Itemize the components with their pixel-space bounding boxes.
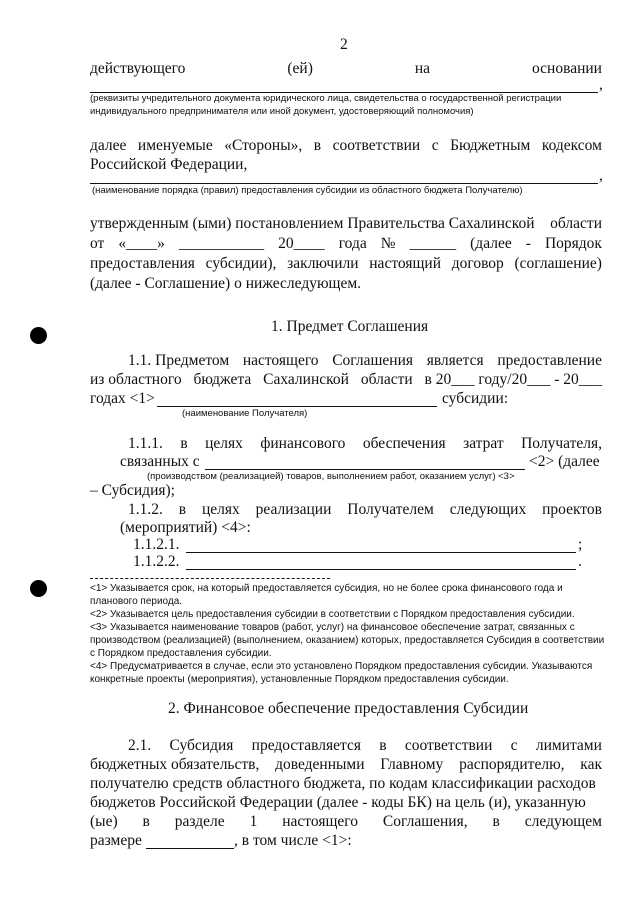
- clause-1-1-1-line-1: [128, 435, 602, 453]
- word: Главному: [380, 756, 444, 773]
- word: 1.1.2.: [128, 501, 163, 518]
- word: как: [580, 756, 602, 773]
- parties-line-1: [90, 137, 602, 155]
- clause-1-1-2-line-2: (мероприятий) <4>:: [120, 519, 251, 536]
- clause-2-1-line-5: [90, 813, 602, 831]
- word: года: [338, 235, 367, 252]
- word: обеспечения: [362, 435, 446, 452]
- footnote-4-cont: конкретные проекты (мероприятия), установленные Порядком предоставления субсидии.: [90, 674, 509, 685]
- recipient-blank-line[interactable]: [157, 406, 437, 407]
- word: области: [550, 215, 602, 232]
- word: Получателя,: [521, 435, 602, 452]
- clause-2-1-line-4: бюджетов Российской Федерации (далее - коды БК) на цель (и), указанную: [90, 794, 586, 811]
- word: 20____: [278, 235, 325, 252]
- clause-1-1-1-subsidy: – Субсидия);: [90, 482, 175, 499]
- line-end-comma: ,: [599, 167, 603, 184]
- goods-blank-line[interactable]: [205, 469, 525, 470]
- procedure-blank-line[interactable]: [90, 183, 598, 184]
- word: области: [360, 371, 413, 388]
- project-2-blank-line[interactable]: [186, 569, 576, 570]
- footnote-1: <1> Указывается срок, на который предоставляется субсидия, но не более срока финансового года и: [90, 583, 563, 594]
- word: «Стороны»,: [224, 137, 303, 154]
- word: -: [525, 235, 531, 252]
- word: затрат: [463, 435, 504, 452]
- word: кодексом: [541, 137, 602, 154]
- word: доведенными: [275, 756, 365, 773]
- word: субсидии),: [205, 255, 277, 272]
- line-end-comma: ,: [599, 76, 603, 93]
- item-1-1-2-2-end: .: [578, 553, 582, 570]
- word: в: [178, 501, 187, 518]
- word: (ей): [287, 60, 313, 77]
- requisites-note: индивидуального предпринимателя или иной документ, удостоверяющий полномочия): [90, 106, 474, 117]
- word: (ые): [90, 813, 118, 830]
- word: ___________: [178, 235, 265, 252]
- item-1-1-2-1-end: ;: [578, 536, 583, 553]
- word: №: [380, 235, 396, 252]
- word: бюджета: [193, 371, 252, 388]
- clause-1-1-line-1: [128, 352, 602, 370]
- word: соответствии: [332, 137, 421, 154]
- goods-note: (производством (реализацией) товаров, выполнением работ, оказанием услуг) <3>: [147, 471, 515, 482]
- footnote-2: <2> Указывается цель предоставления субсидии в соответствии с Порядком предоставления субсидии.: [90, 609, 575, 620]
- text: утвержденным (ыми) постановлением Правительства Сахалинской: [90, 215, 535, 232]
- parties-line-2: Российской Федерации,: [90, 156, 248, 173]
- word: Порядок: [544, 235, 602, 252]
- word: (далее: [470, 235, 512, 252]
- word: проектов: [542, 501, 602, 518]
- word: «____»: [118, 235, 165, 252]
- word: Бюджетным: [450, 137, 531, 154]
- intro-line-1: [90, 60, 602, 78]
- section-2-heading: 2. Финансовое обеспечение предоставления Субсидии: [168, 700, 529, 717]
- punch-hole-bottom: [30, 580, 47, 597]
- footnote-1-cont: планового периода.: [90, 596, 183, 607]
- word: Сахалинской: [263, 371, 349, 388]
- word: бюджетных обязательств,: [90, 756, 260, 773]
- word: с: [510, 737, 518, 754]
- word: соответствии: [404, 737, 493, 754]
- section-1-heading: 1. Предмет Соглашения: [271, 318, 429, 335]
- recipient-note: (наименование Получателя): [182, 408, 308, 419]
- word: именуемые: [137, 137, 213, 154]
- word: с: [431, 137, 439, 154]
- amount-blank-line[interactable]: [146, 848, 234, 849]
- word: (соглашение): [514, 255, 602, 272]
- clause-1-1-years: годах <1>: [90, 390, 155, 407]
- word: реализации: [255, 501, 332, 518]
- word: следующих: [449, 501, 527, 518]
- word: настоящий: [369, 255, 441, 272]
- word: лимитами: [535, 737, 602, 754]
- footnote-3: <3> Указывается наименование товаров (работ, услуг) на финансовое обеспечение затрат, связанных с: [90, 622, 575, 633]
- word: 1.1. Предметом: [128, 352, 230, 369]
- clause-2-1-line-3: получателю средств областного бюджета, по кодам классификации расходов: [90, 775, 596, 792]
- word: предоставляется: [251, 737, 361, 754]
- word: Соглашения: [332, 352, 414, 369]
- clause-1-1-1-associated: связанных с: [120, 453, 200, 470]
- footnote-4: <4> Предусматривается в случае, если это установлено Порядком предоставления субсидии. Указываются: [90, 661, 593, 672]
- word: от: [90, 235, 105, 252]
- item-1-1-2-2: 1.1.2.2.: [133, 553, 180, 570]
- word: в: [379, 737, 387, 754]
- word: предоставления: [90, 255, 195, 272]
- clause-1-1-1-hereinafter: <2> (далее: [529, 453, 600, 470]
- word: настоящего: [282, 813, 358, 830]
- footnote-3-cont: производством (реализацией) (выполнением, оказанием) которых, предоставляется Субсидия в соответствии: [90, 635, 605, 646]
- word: финансового: [260, 435, 346, 452]
- word: целях: [201, 501, 240, 518]
- word: 1.1.1.: [128, 435, 163, 452]
- word: в: [142, 813, 150, 830]
- footnote-3-cont: с Порядком предоставления субсидии.: [90, 648, 272, 659]
- clause-1-1-2-line-1: [128, 501, 602, 519]
- word: основании: [532, 60, 602, 77]
- clause-2-1-amount-label: размере: [90, 832, 142, 849]
- word: распорядителю,: [459, 756, 565, 773]
- clause-1-1-line-2: [90, 371, 602, 389]
- word: 1: [249, 813, 258, 830]
- word: из областного: [90, 371, 182, 388]
- clause-2-1-including: , в том числе <1>:: [234, 832, 352, 849]
- word: на: [414, 60, 431, 77]
- clause-2-1-line-1: [128, 737, 602, 755]
- word: Субсидия: [169, 737, 234, 754]
- approved-line-4: (далее - Соглашение) о нижеследующем.: [90, 275, 362, 292]
- word: договор: [451, 255, 504, 272]
- punch-hole-top: [30, 327, 47, 344]
- word: ______: [409, 235, 457, 252]
- item-1-1-2-1: 1.1.2.1.: [133, 536, 180, 553]
- word: следующем: [524, 813, 602, 830]
- clause-2-1-line-2: [90, 756, 602, 774]
- clause-1-1-subsidy: субсидии:: [442, 390, 509, 407]
- approved-line-1: [90, 215, 602, 233]
- word: в: [492, 813, 500, 830]
- approved-line-3: [90, 255, 602, 273]
- word: в 20___ году/20___ - 20___: [424, 371, 602, 388]
- requisites-note: (реквизиты учредительного документа юридического лица, свидетельства о государственной регистрации: [90, 93, 562, 104]
- word: целях: [205, 435, 243, 452]
- word: заключили: [287, 255, 359, 272]
- word: разделе: [174, 813, 225, 830]
- word: предоставление: [497, 352, 602, 369]
- procedure-note: (наименование порядка (правил) предоставления субсидии из областного бюджета Получателю): [92, 185, 523, 196]
- footnote-separator: [90, 578, 330, 579]
- word: настоящего: [242, 352, 319, 369]
- approved-line-2: [90, 235, 602, 253]
- word: 2.1.: [128, 737, 152, 754]
- word: в: [313, 137, 322, 154]
- word: в: [180, 435, 188, 452]
- word: Соглашения,: [382, 813, 468, 830]
- word: далее: [90, 137, 127, 154]
- word: Получателем: [347, 501, 434, 518]
- word: действующего: [90, 60, 186, 77]
- page-number: 2: [340, 36, 348, 53]
- word: является: [426, 352, 484, 369]
- project-1-blank-line[interactable]: [186, 552, 576, 553]
